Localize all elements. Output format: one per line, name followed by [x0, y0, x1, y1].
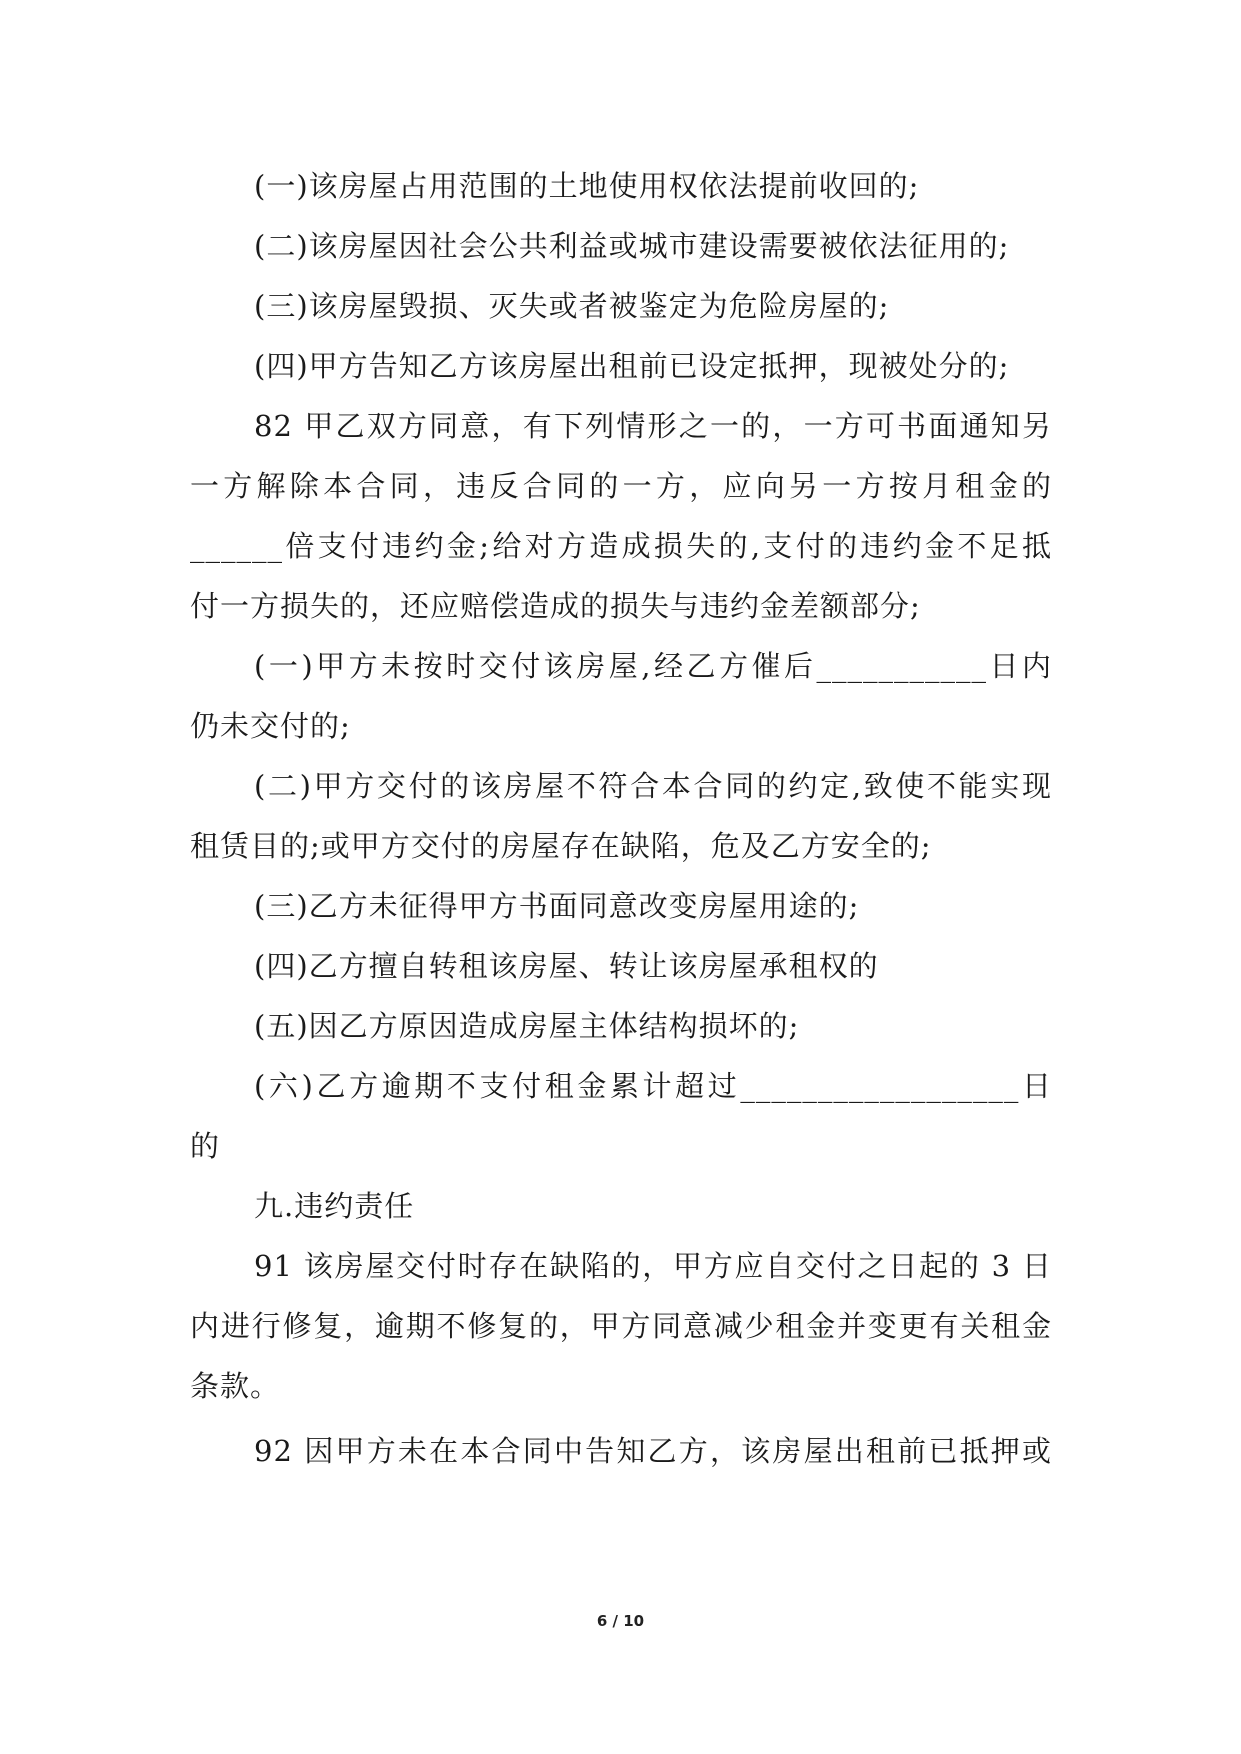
page-number: 6 / 10: [596, 1612, 645, 1630]
clause-line: (五)因乙方原因造成房屋主体结构损坏的;: [254, 1009, 800, 1043]
clause-line: 仍未交付的;: [190, 709, 351, 743]
clause-line: (三)该房屋毁损、灭失或者被鉴定为危险房屋的;: [254, 289, 890, 323]
clause-line: 91 该房屋交付时存在缺陷的，甲方应自交付之日起的 3 日: [254, 1249, 1052, 1283]
clause-line: (二)该房屋因社会公共利益或城市建设需要被依法征用的;: [254, 229, 1010, 263]
clause-line: ______倍支付违约金;给对方造成损失的,支付的违约金不足抵: [190, 529, 1052, 563]
document-body: [190, 156, 1052, 1481]
section-heading: 九.违约责任: [254, 1189, 415, 1223]
clause-line: 付一方损失的，还应赔偿造成的损失与违约金差额部分;: [190, 589, 921, 623]
clause-line: 82 甲乙双方同意，有下列情形之一的，一方可书面通知另: [254, 409, 1052, 443]
clause-line: (一)该房屋占用范围的土地使用权依法提前收回的;: [254, 169, 920, 203]
clause-line: (六)乙方逾期不支付租金累计超过__________________日: [254, 1069, 1052, 1103]
clause-line: 内进行修复，逾期不修复的，甲方同意减少租金并变更有关租金: [190, 1309, 1052, 1343]
clause-line: (三)乙方未征得甲方书面同意改变房屋用途的;: [254, 889, 860, 923]
clause-line: (一)甲方未按时交付该房屋,经乙方催后___________日内: [254, 649, 1052, 683]
clause-line: 92 因甲方未在本合同中告知乙方，该房屋出租前已抵押或: [254, 1434, 1052, 1468]
clause-line: (四)乙方擅自转租该房屋、转让该房屋承租权的: [254, 949, 879, 983]
clause-line: (二)甲方交付的该房屋不符合本合同的约定,致使不能实现: [254, 769, 1052, 803]
clause-line: 的: [190, 1129, 221, 1163]
clause-line: 一方解除本合同，违反合同的一方，应向另一方按月租金的: [190, 469, 1052, 503]
clause-line: 条款。: [190, 1369, 281, 1403]
clause-line: 租赁目的;或甲方交付的房屋存在缺陷，危及乙方安全的;: [190, 829, 932, 863]
clause-line: (四)甲方告知乙方该房屋出租前已设定抵押，现被处分的;: [254, 349, 1010, 383]
